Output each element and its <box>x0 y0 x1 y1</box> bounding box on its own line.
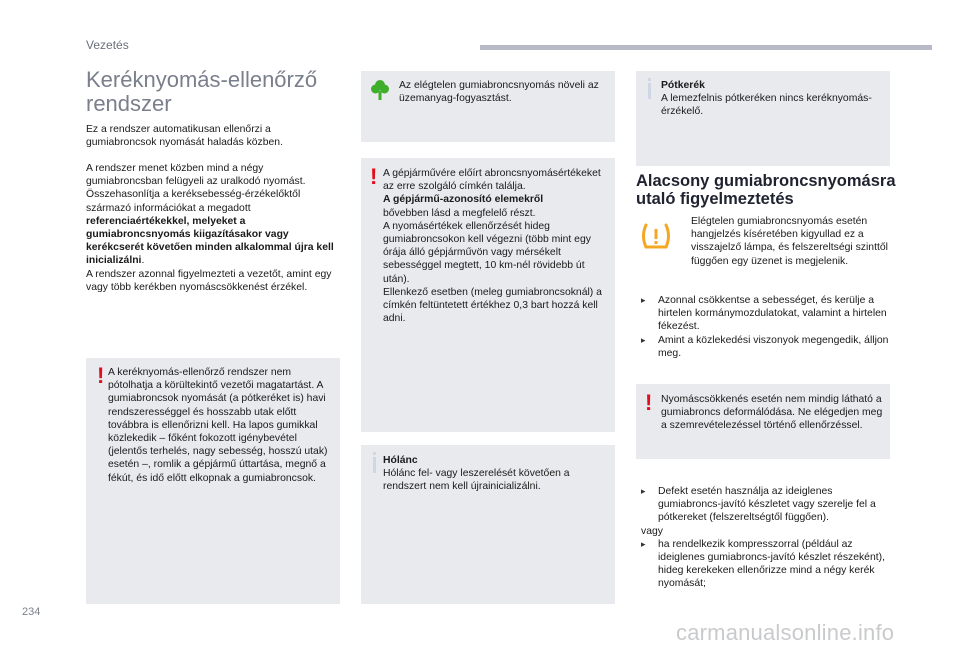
list-item-text: Azonnal csökkentse a sebességet, és kerülje a hirtelen kormánymozdulatokat, valamint a hirtelen fékezést. <box>658 295 887 333</box>
bullet-icon: ▸ <box>641 334 646 345</box>
page-number: 234 <box>22 606 41 618</box>
list-item-text: ha rendelkezik kompresszorral (például az ideiglenes gumiabroncs-javító készlet részeként), hideg kerekeken ellenőrizze mind a négy kerék nyomását; <box>658 538 885 590</box>
bullet-icon: ▸ <box>641 538 646 549</box>
description-paragraph <box>86 162 338 294</box>
list-item <box>641 334 897 360</box>
warning-icon: ! <box>645 390 653 415</box>
warning-box-1 <box>86 358 340 604</box>
repair-instructions <box>641 485 897 591</box>
info-icon <box>373 457 376 473</box>
eco-box <box>361 71 615 142</box>
alert-text: A rendszer azonnal figyelmezteti a vezetőt, amint egy vagy több kerékben nyomáscsökkenést érzékel. <box>86 268 332 293</box>
or-text: vagy <box>641 525 663 537</box>
warm-tyre-text: Ellenkező esetben (meleg gumiabroncsoknál) a címkén feltüntetett értékhez 0,3 bart hozzá kell adni. <box>383 286 602 325</box>
snow-chain-text: Hólánc fel- vagy leszerelését követően a rendszert nem kell újrainicializálni. <box>383 468 570 493</box>
snow-chain-box <box>361 445 615 604</box>
see-section-text: bővebben lásd a megfelelő részt. <box>383 207 536 219</box>
warning-text: A keréknyomás-ellenőrző rendszer nem pótolhatja a körültekintő vezetői magatartást. A gumiabroncsok nyomását (a pótkeréket is) havi rendszerességgel és hosszabb utak előtt továbbra is ellenőrizni kell. Ha lapos gumikkal közlekedik – főként fokozott igénybevétel (jelentős terhelés, nagy sebesség, hosszú utak) esetén –, romlik a gépjármű úttartása, megnő a fékút, és idő előtt elkopnak a gumiabroncsok. <box>108 367 328 484</box>
action-list <box>641 294 897 360</box>
list-item-text: Amint a közlekedési viszonyok megengedik, álljon meg. <box>658 334 889 359</box>
watermark: carmanualsonline.info <box>676 620 895 645</box>
bullet-icon: ▸ <box>641 486 646 496</box>
repair-list <box>641 485 897 525</box>
section-label: Vezetés <box>86 38 129 52</box>
warning-box-2 <box>361 158 615 432</box>
spare-wheel-text: A lemezfelnis pótkeréken nincs keréknyomás-érzékelő. <box>661 93 872 118</box>
vehicle-id-bold: A gépjármű-azonosító elemekről <box>383 194 544 206</box>
cold-tyre-text: A nyomásértékek ellenőrzését hideg gumiabroncsokon kell végezni (több mint egy órája álló gépjárművön vagy mérsékelt sebességgel megtett, 10 km-nél rövidebb út után). <box>383 220 591 285</box>
spare-wheel-note <box>661 79 883 119</box>
snow-chain-title: Hólánc <box>383 455 418 466</box>
header-divider <box>480 45 932 50</box>
spare-wheel-box <box>636 71 890 166</box>
repair-list-2 <box>641 538 897 591</box>
bullet-icon: ▸ <box>641 295 646 305</box>
eco-text: Az elégtelen gumiabroncsnyomás növeli az üzemanyag-fogyasztást. <box>399 80 599 105</box>
warning-icon: ! <box>370 164 378 189</box>
list-item-text: Defekt esetén használja az ideiglenes gumiabroncs-javító készletet vagy szerelje fel a pótkereket (felszereltségtől függően). <box>658 486 876 524</box>
lamp-description: Elégtelen gumiabroncsnyomás esetén hangjelzés kíséretében kigyullad ez a visszajelző lámpa, és felszereltségi szinttől függően egy üzenet is megjelenik. <box>691 216 888 267</box>
list-item <box>641 294 897 334</box>
spare-wheel-title: Pótkerék <box>661 80 705 91</box>
page-title: Keréknyomás-ellenőrző rendszer <box>86 67 318 116</box>
list-item <box>641 485 897 525</box>
snow-chain-note <box>383 454 609 494</box>
info-icon <box>648 83 651 99</box>
description-end: . <box>141 255 145 267</box>
warning-icon: ! <box>97 363 105 388</box>
label-location-text: A gépjárművére előírt abroncsnyomásértékeket az erre szolgáló címkén találja. <box>383 168 601 193</box>
eco-tree-icon <box>371 79 389 101</box>
warning-box-3 <box>636 384 890 459</box>
warning-text: Nyomáscsökkenés esetén nem mindig látható a gumiabroncs deformálódása. Ne elégedjen meg a szemrevételezéssel történő ellenőrzéssel. <box>661 394 883 432</box>
intro-paragraph: Ez a rendszer automatikusan ellenőrzi a gumiabroncsok nyomását haladás közben. <box>86 124 283 149</box>
description-text: A rendszer menet közben mind a négy gumiabroncsban felügyeli az uralkodó nyomást. Összehasonlítja a keréksebesség-érzékelőktől származó információkat a megadott <box>86 163 306 214</box>
pressure-note <box>383 167 609 325</box>
list-item <box>641 538 897 591</box>
section-heading: Alacsony gumiabroncsnyomásra utaló figyelmeztetés <box>636 172 896 208</box>
description-bold: referenciaértékekkel, melyeket a gumiabroncsnyomás kiigazításakor vagy kerékcserét követően minden alkalommal újra kell inicializálni <box>86 215 334 267</box>
tyre-pressure-warning-icon <box>640 222 672 250</box>
